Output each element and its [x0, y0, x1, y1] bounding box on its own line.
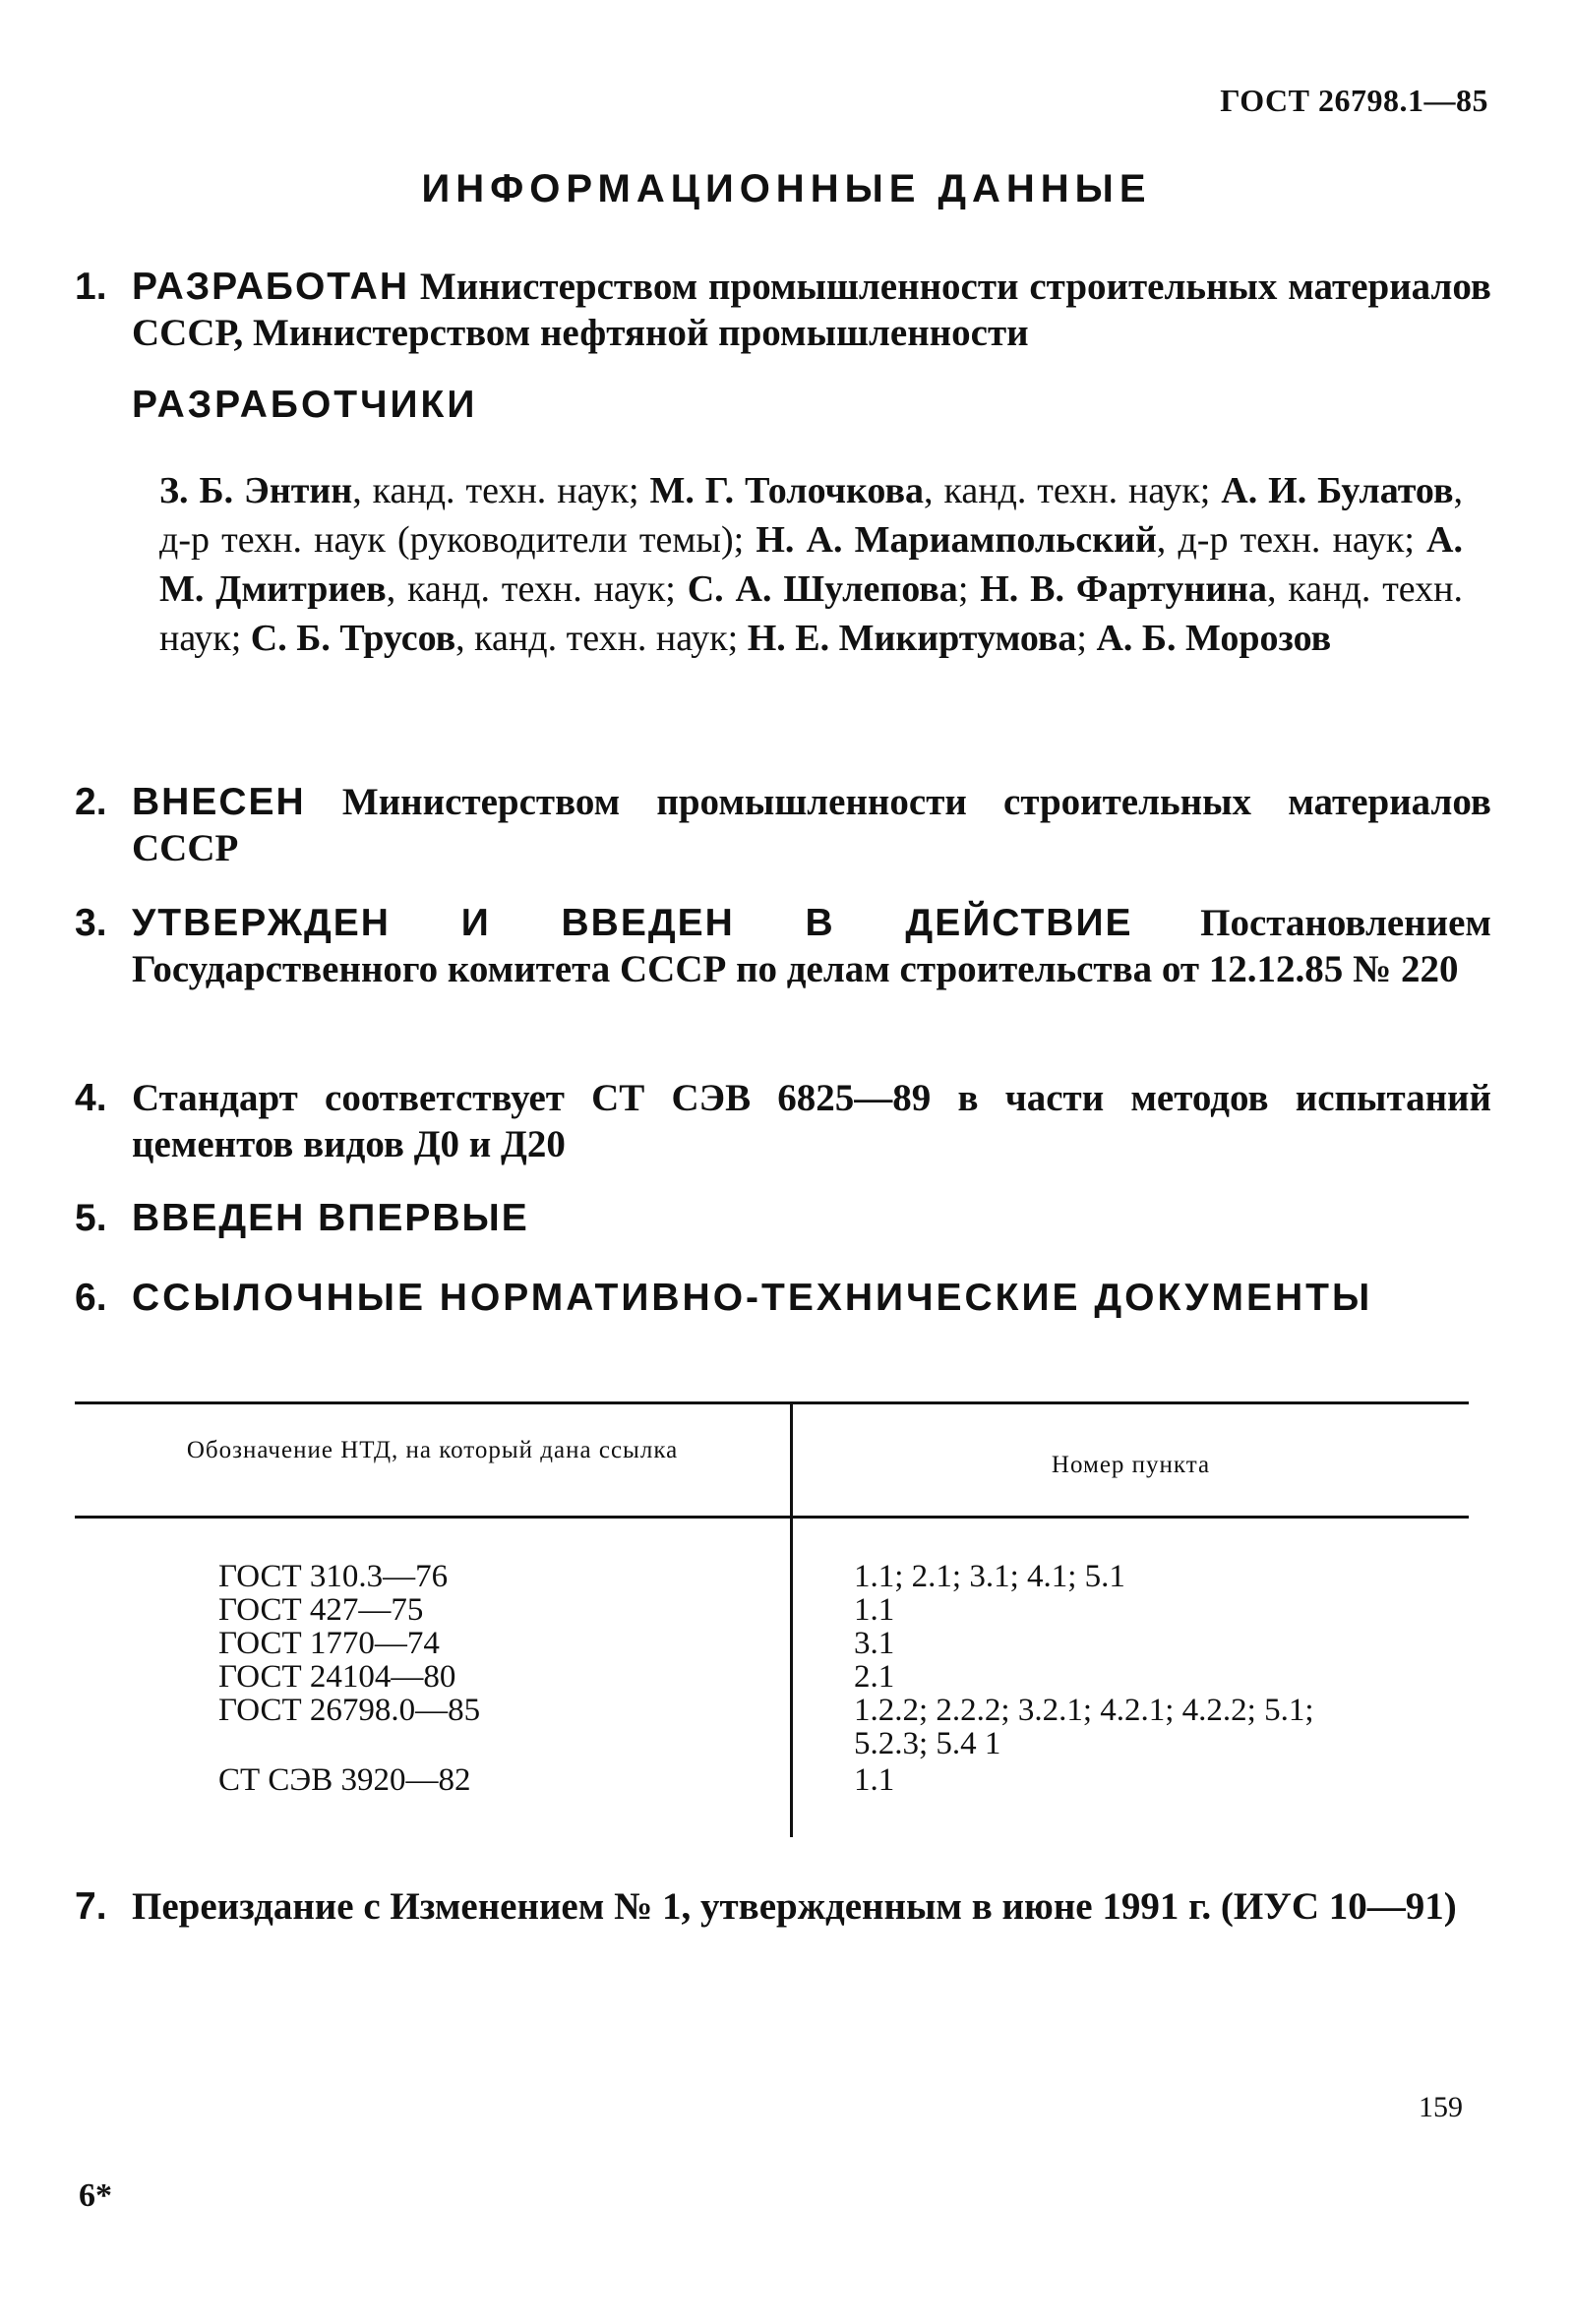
item-lead: УТВЕРЖДЕН И ВВЕДЕН В ДЕЙСТВИЕ: [132, 902, 1133, 944]
developer-name: Н. А. Мариампольский: [756, 519, 1157, 561]
table-cell-points: 1.1; 2.1; 3.1; 4.1; 5.1: [854, 1559, 1125, 1594]
developer-role: ;: [1076, 618, 1097, 659]
developer-name: Н. Е. Микиртумова: [747, 618, 1077, 659]
page-number: 159: [1419, 2091, 1463, 2123]
document-code: ГОСТ 26798.1—85: [1220, 83, 1488, 118]
developer-name: С. А. Шулепова: [687, 568, 958, 610]
item-text: Министерством промышленности строительных материалов СССР: [132, 781, 1491, 869]
item-text: Министерством промышленности строительных материалов СССР, Министерством нефтяной промышленности: [132, 266, 1491, 354]
developer-role: , канд. техн. наук;: [352, 470, 650, 511]
item-lead: ССЫЛОЧНЫЕ НОРМАТИВНО-ТЕХНИЧЕСКИЕ ДОКУМЕНТЫ: [132, 1277, 1373, 1319]
developer-name: С. Б. Трусов: [250, 618, 456, 659]
table-cell-points: 1.1: [854, 1592, 895, 1628]
list-item-4: [75, 1075, 1491, 1167]
developer-role: , д-р техн. наук (руководители темы);: [159, 470, 1463, 561]
developer-name: А. М. Дмитриев: [159, 519, 1463, 610]
table-cell-points: 3.1: [854, 1626, 895, 1661]
table-cell-document: ГОСТ 1770—74: [218, 1626, 440, 1661]
item-number: 3.: [75, 902, 107, 944]
list-item-3: [75, 900, 1491, 992]
item-number: 1.: [75, 266, 107, 308]
developer-name: Н. В. Фартунина: [980, 568, 1268, 610]
table-cell-document: СТ СЭВ 3920—82: [218, 1762, 471, 1798]
developers-heading: РАЗРАБОТЧИКИ: [132, 384, 478, 426]
developer-role: , канд. техн. наук;: [455, 618, 748, 659]
sheet-mark: 6*: [79, 2177, 112, 2214]
table-cell-points: 1.2.2; 2.2.2; 3.2.1; 4.2.1; 4.2.2; 5.1;: [854, 1693, 1314, 1728]
list-item-5: [75, 1195, 1491, 1241]
table-cell-document: ГОСТ 427—75: [218, 1592, 424, 1628]
item-lead: РАЗРАБОТАН: [132, 266, 409, 308]
item-lead: ВВЕДЕН ВПЕРВЫЕ: [132, 1197, 529, 1239]
table-top-rule: [75, 1401, 1469, 1404]
item-number: 5.: [75, 1197, 107, 1239]
item-text: Переиздание с Изменением № 1, утвержденным в июне 1991 г. (ИУС 10—91): [132, 1885, 1457, 1928]
developer-name: М. Г. Толочкова: [649, 470, 924, 511]
developer-name: З. Б. Энтин: [159, 470, 353, 511]
list-item-1: [75, 264, 1491, 356]
item-lead: ВНЕСЕН: [132, 781, 306, 823]
developers-list: [159, 466, 1463, 663]
list-item-2: [75, 779, 1491, 871]
list-item-6: [75, 1275, 1491, 1321]
developer-role: , канд. техн. наук;: [386, 568, 688, 610]
table-header-rule: [75, 1516, 1469, 1519]
table-cell-document: ГОСТ 24104—80: [218, 1659, 456, 1695]
column-header-document: Обозначение НТД, на который дана ссылка: [186, 1437, 679, 1463]
table-cell-points: 1.1: [854, 1762, 895, 1798]
column-header-point: Номер пункта: [1051, 1452, 1211, 1478]
developer-name: А. И. Булатов: [1221, 470, 1454, 511]
page-title: ИНФОРМАЦИОННЫЕ ДАННЫЕ: [421, 167, 1152, 210]
item-number: 7.: [75, 1885, 107, 1928]
developer-role: , д-р техн. наук;: [1156, 519, 1427, 561]
table-cell-document: ГОСТ 26798.0—85: [218, 1693, 481, 1728]
item-number: 4.: [75, 1077, 107, 1119]
item-number: 6.: [75, 1277, 107, 1319]
developer-role: ;: [957, 568, 981, 610]
table-cell-points: 5.2.3; 5.4 1: [854, 1726, 1001, 1761]
developer-name: А. Б. Морозов: [1096, 618, 1332, 659]
developer-role: , канд. техн. наук;: [159, 568, 1464, 659]
list-item-7: [75, 1883, 1491, 1930]
item-number: 2.: [75, 781, 107, 823]
reference-documents-table: [75, 1401, 1469, 1839]
item-text: Постановлением Государственного комитета СССР по делам строительства от 12.12.85 № 220: [132, 902, 1491, 990]
table-cell-document: ГОСТ 310.3—76: [218, 1559, 449, 1594]
item-text: Стандарт соответствует СТ СЭВ 6825—89 в части методов испытаний цементов видов Д0 и Д20: [132, 1077, 1491, 1165]
developer-role: , канд. техн. наук;: [924, 470, 1222, 511]
table-cell-points: 2.1: [854, 1659, 895, 1695]
